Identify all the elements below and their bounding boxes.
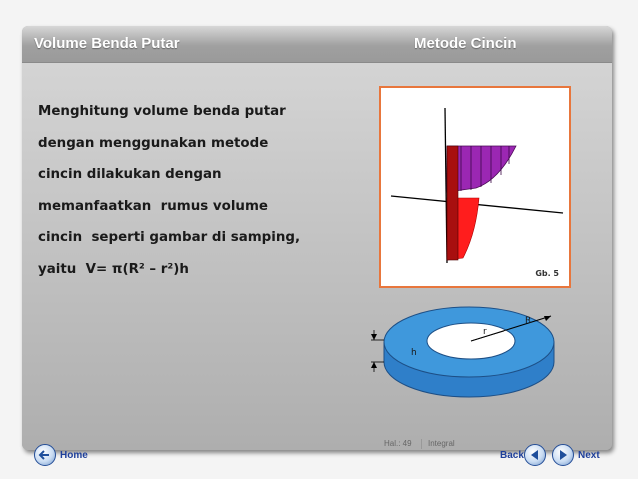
footer-subject: Integral [428,439,455,448]
text-line: memanfaatkan rumus volume [38,198,268,214]
home-button[interactable] [34,444,56,466]
text-line: cincin seperti gambar di samping, [38,230,301,245]
arrow-left-icon [35,445,55,465]
text-line: cincin dilakukan dengan [38,167,222,182]
text-line: dengan menggunakan metode [38,135,269,151]
triangle-right-icon [553,445,573,465]
label-h: h [411,348,417,358]
next-button[interactable] [552,444,574,466]
label-r: r [483,327,487,337]
home-link[interactable]: Home [60,450,88,461]
back-link[interactable]: Back [500,450,524,461]
back-button[interactable] [524,444,546,466]
page-number: Hal.: 49 [384,439,412,448]
slide-subtitle: Metode Cincin [414,35,517,52]
formula-line: yaitu V= π(R² – r²)h [38,261,189,277]
solid-of-revolution-figure [379,86,571,288]
slide-content [22,63,612,461]
description-text [38,96,358,285]
figure-graphic [381,88,569,286]
figure-caption: Gb. 5 [535,269,559,278]
text-line: Menghitung volume benda putar [38,104,286,119]
washer-diagram [366,304,576,414]
next-link[interactable]: Next [578,450,600,461]
slide-frame [22,26,612,461]
title-bar [22,26,612,63]
washer-graphic [366,304,576,414]
triangle-left-icon [525,445,545,465]
slide-title: Volume Benda Putar [34,35,180,52]
label-R: R [525,316,532,326]
footer-divider [421,439,422,449]
